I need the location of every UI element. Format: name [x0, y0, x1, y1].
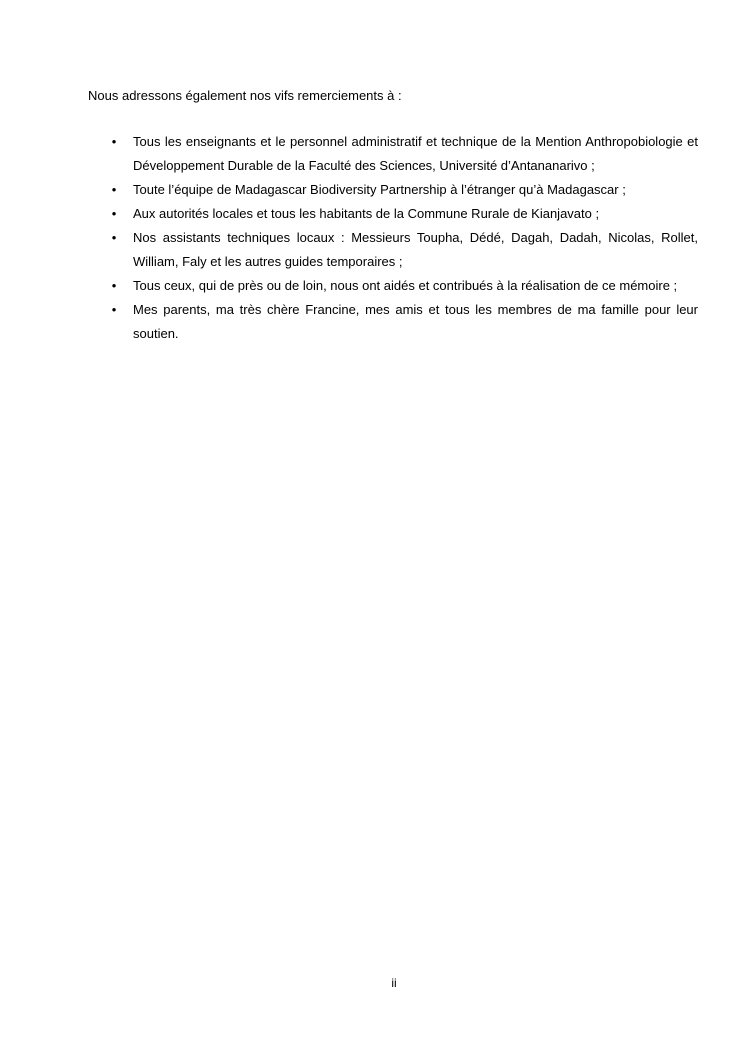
bullet-icon: • — [111, 278, 117, 293]
bullet-icon: • — [111, 230, 117, 245]
list-item — [88, 274, 698, 298]
list-item — [88, 298, 698, 346]
bullet-icon: • — [111, 206, 117, 221]
list-item-text: Toute l’équipe de Madagascar Biodiversity Partnership à l’étranger qu’à Madagascar ; — [133, 182, 626, 197]
list-item-text: Mes parents, ma très chère Francine, mes amis et tous les membres de ma famille pour leur soutien. — [133, 302, 698, 341]
list-item-text: Tous les enseignants et le personnel administratif et technique de la Mention Anthropobiologie et Développement Durable de la Faculté des Sciences, Université d’Antananarivo ; — [133, 134, 698, 173]
bullet-icon: • — [111, 182, 117, 197]
list-item — [88, 202, 698, 226]
list-item — [88, 226, 698, 274]
bullet-icon: • — [111, 302, 117, 317]
list-item-text: Tous ceux, qui de près ou de loin, nous ont aidés et contribués à la réalisation de ce mémoire ; — [133, 278, 678, 293]
list-item-text: Nos assistants techniques locaux : Messieurs Toupha, Dédé, Dagah, Dadah, Nicolas, Rollet, William, Faly et les autres guides temporaires ; — [133, 230, 698, 269]
list-item — [88, 130, 698, 178]
page-number: ii — [391, 976, 397, 990]
list-item-text: Aux autorités locales et tous les habitants de la Commune Rurale de Kianjavato ; — [133, 206, 600, 221]
bullet-icon: • — [111, 134, 117, 149]
list-item — [88, 178, 698, 202]
intro-paragraph: Nous adressons également nos vifs remerciements à : — [88, 88, 402, 103]
acknowledgements-list — [88, 130, 698, 346]
